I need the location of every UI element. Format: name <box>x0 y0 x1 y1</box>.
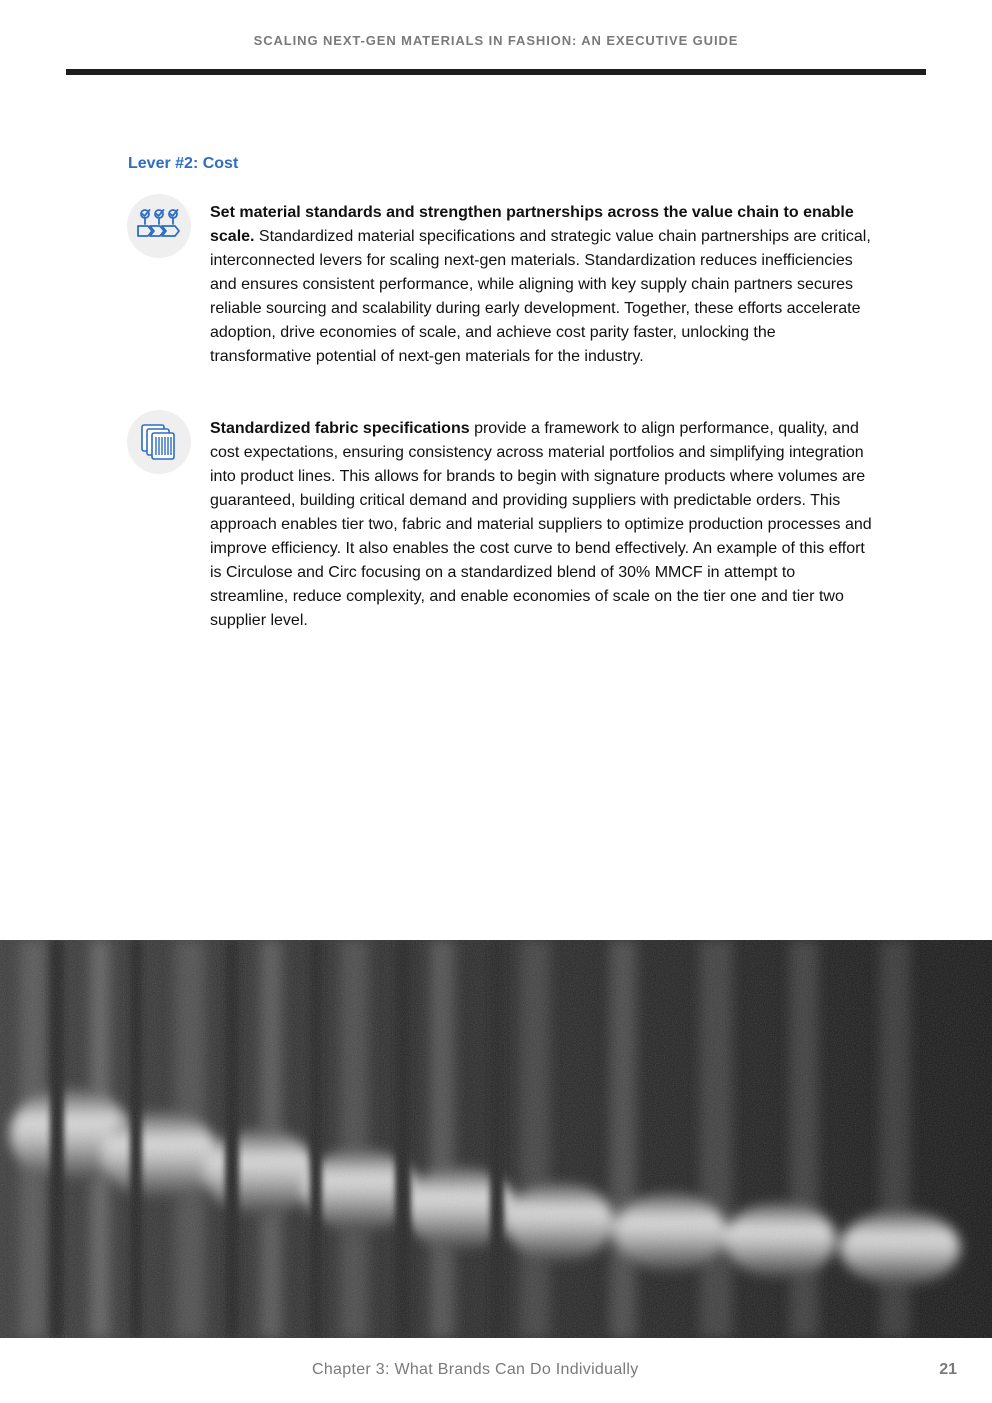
paragraph-fabric-specs <box>210 417 872 633</box>
paragraph-body: provide a framework to align performance, quality, and cost expectations, ensuring consistency across material portfolios and simplifying integration into product lines. This allows for brands to begin with signature products where volumes are guaranteed, building critical demand and providing suppliers with predictable orders. This approach enables tier two, fabric and material suppliers to optimize production processes and improve efficiency. It also enables the cost curve to bend effectively. An example of this effort is Circulose and Circ focusing on a standardized blend of 30% MMCF in attempt to streamline, reduce complexity, and enable economies of scale on the tier one and tier two supplier level. <box>210 420 872 629</box>
header-rule <box>66 69 926 75</box>
paragraph-lead: Standardized fabric specifications <box>210 420 470 437</box>
page-number: 21 <box>939 1361 957 1378</box>
photo-graphic <box>0 940 992 1338</box>
textile-machinery-photo <box>0 940 992 1338</box>
checklist-process-icon-graphic <box>135 209 183 243</box>
paragraph-standards <box>210 201 872 369</box>
section-heading: Lever #2: Cost <box>128 155 239 172</box>
checklist-process-icon <box>127 194 191 258</box>
paragraph-body: Standardized material specifications and strategic value chain partnerships are critical, interconnected levers for scaling next-gen materials. Standardization reduces inefficiencies and ensures consistent performance, while aligning with key supply chain partners secures reliable sourcing and scalability during early development. Together, these efforts accelerate adoption, drive economies of scale, and achieve cost parity faster, unlocking the transformative potential of next-gen materials for the industry. <box>210 228 871 365</box>
running-header: SCALING NEXT-GEN MATERIALS IN FASHION: AN EXECUTIVE GUIDE <box>253 33 739 48</box>
paragraph-lead: Set material standards and strengthen partnerships across the value chain to enable scale. <box>210 204 854 245</box>
fabric-swatches-icon-graphic <box>139 422 179 462</box>
fabric-swatches-icon <box>127 410 191 474</box>
footer-chapter: Chapter 3: What Brands Can Do Individually <box>312 1361 639 1378</box>
